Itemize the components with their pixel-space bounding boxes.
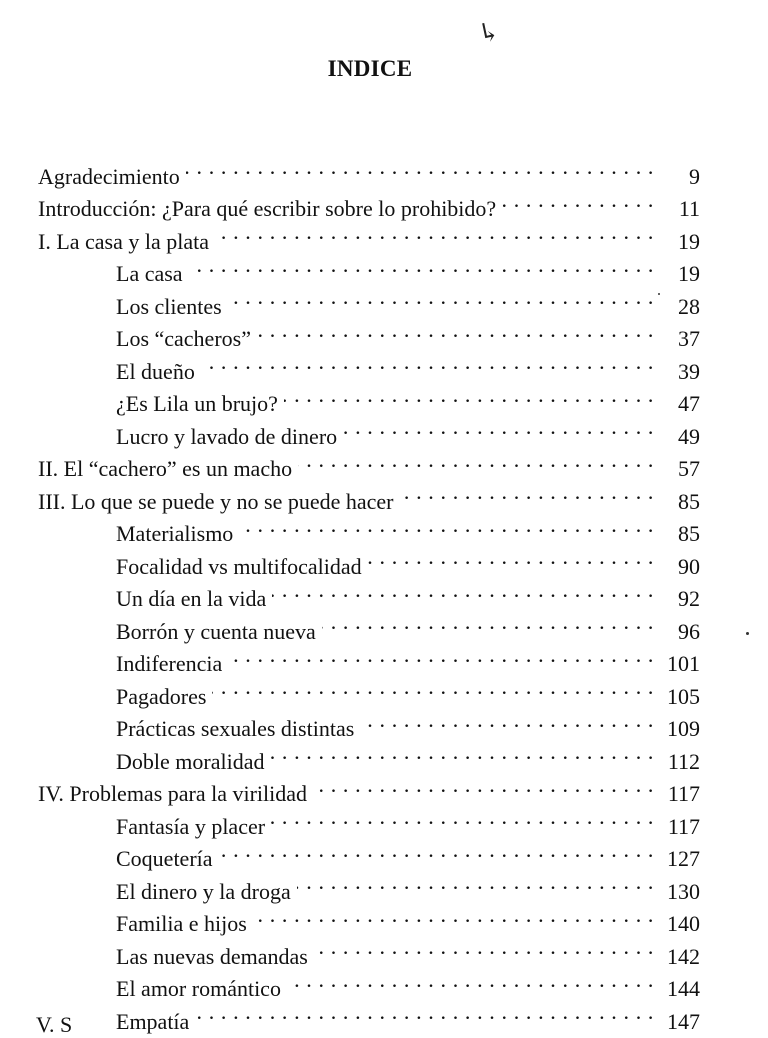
toc-entry-page: 85 <box>660 518 700 551</box>
toc-entry-page: 11 <box>660 193 700 226</box>
paper-speck <box>658 293 660 295</box>
toc-entry-page: 101 <box>660 648 700 681</box>
dot-leader <box>298 444 654 477</box>
page-title: INDICE <box>0 56 740 82</box>
toc-entry-page: 39 <box>660 356 700 389</box>
toc-entry-label: Doble moralidad <box>116 746 264 779</box>
toc-entry-label: Borrón y cuenta nueva <box>116 616 316 649</box>
toc-entry-page: 127 <box>660 843 700 876</box>
toc-entry-page: 57 <box>660 453 700 486</box>
dot-leader <box>360 704 654 737</box>
toc-entry-label: III. Lo que se puede y no se puede hacer <box>38 486 394 519</box>
dot-leader <box>343 411 654 444</box>
dot-leader <box>253 899 654 932</box>
dot-leader <box>400 476 654 509</box>
toc-entry-page: 105 <box>660 681 700 714</box>
toc-entry-label: Los clientes <box>116 291 222 324</box>
dot-leader <box>368 541 654 574</box>
dot-leader <box>271 801 654 834</box>
dot-leader <box>502 184 654 217</box>
toc-entry-page: 28 <box>660 291 700 324</box>
toc-entry-page: 92 <box>660 583 700 616</box>
dot-leader <box>287 964 654 997</box>
toc-entry-page: 144 <box>660 973 700 1006</box>
dot-leader <box>228 639 654 672</box>
dot-leader <box>270 736 654 769</box>
toc-entry-page: 112 <box>660 746 700 779</box>
dot-leader <box>272 574 654 607</box>
toc-entry-page: 90 <box>660 551 700 584</box>
toc-entry-page: 49 <box>660 421 700 454</box>
dot-leader <box>297 866 654 899</box>
toc-entry-label: Introducción: ¿Para qué escribir sobre lo prohibido? <box>38 193 496 226</box>
toc-entry-label: Materialismo <box>116 518 233 551</box>
toc-entry <box>38 151 700 184</box>
dot-leader <box>314 931 654 964</box>
toc-entry-label: El dueño <box>116 356 195 389</box>
dot-leader <box>322 606 654 639</box>
dot-leader <box>215 216 654 249</box>
dot-leader <box>189 249 654 282</box>
dot-leader <box>201 346 654 379</box>
toc-entry-page: 47 <box>660 388 700 421</box>
toc-entry-page: 37 <box>660 323 700 356</box>
toc-entry-page: 147 <box>660 1006 700 1038</box>
toc-entry-label: Familia e hijos <box>116 908 247 941</box>
toc-entry-page: 117 <box>660 778 700 811</box>
dot-leader <box>186 151 654 184</box>
dot-leader <box>284 379 654 412</box>
toc-entry-label: Las nuevas demandas <box>116 941 308 974</box>
toc-entry-label: Pagadores <box>116 681 206 714</box>
toc-entry-label: La casa <box>116 258 183 291</box>
toc-entry-page: 140 <box>660 908 700 941</box>
toc-entry-page: 142 <box>660 941 700 974</box>
table-of-contents <box>38 151 700 1029</box>
toc-entry-page: 19 <box>660 226 700 259</box>
toc-entry-label: Coquetería <box>116 843 213 876</box>
toc-entry-label: II. El “cachero” es un macho <box>38 453 292 486</box>
toc-entry-label: I. La casa y la plata <box>38 226 209 259</box>
dot-leader <box>212 671 654 704</box>
toc-entry-label: Un día en la vida <box>116 583 266 616</box>
toc-entry-label: IV. Problemas para la virilidad <box>38 778 307 811</box>
dot-leader <box>257 314 654 347</box>
dot-leader <box>313 769 654 802</box>
toc-entry-label: Indiferencia <box>116 648 222 681</box>
toc-entry-label: Focalidad vs multifocalidad <box>116 551 362 584</box>
toc-entry-page: 117 <box>660 811 700 844</box>
toc-entry-label: ¿Es Lila un brujo? <box>116 388 278 421</box>
paper-speck <box>746 632 749 635</box>
dot-leader <box>228 281 654 314</box>
dot-leader <box>219 834 654 867</box>
toc-entry-page: 85 <box>660 486 700 519</box>
toc-entry-page: 109 <box>660 713 700 746</box>
toc-entry-label: Fantasía y placer <box>116 811 265 844</box>
toc-entry-label: Agradecimiento <box>38 161 180 194</box>
partial-next-entry: V. S <box>36 1014 72 1036</box>
toc-entry-page: 19 <box>660 258 700 291</box>
toc-entry-label: El dinero y la droga <box>116 876 291 909</box>
toc-entry-label: Prácticas sexuales distintas <box>116 713 354 746</box>
toc-entry-page: 9 <box>660 161 700 194</box>
dot-leader <box>239 509 654 542</box>
toc-entry-label: Los “cacheros” <box>116 323 251 356</box>
toc-entry-label: El amor romántico <box>116 973 281 1006</box>
handwritten-mark-icon: ↳ <box>476 18 503 48</box>
toc-entry-label: Empatía <box>116 1006 189 1038</box>
toc-entry-label: Lucro y lavado de dinero <box>116 421 337 454</box>
toc-entry-page: 96 <box>660 616 700 649</box>
toc-entry-page: 130 <box>660 876 700 909</box>
